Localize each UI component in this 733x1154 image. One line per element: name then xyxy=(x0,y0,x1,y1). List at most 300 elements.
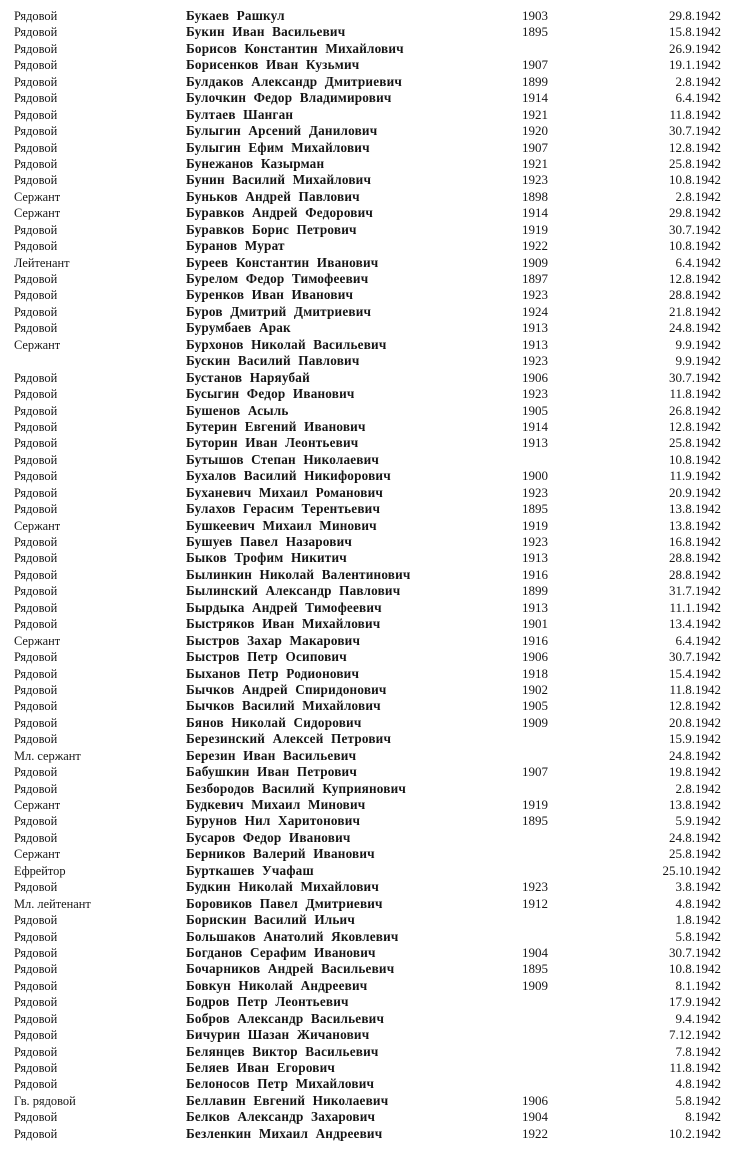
list-row xyxy=(0,320,733,336)
rank-cell: Рядовой xyxy=(14,1011,58,1026)
date-cell: 26.8.1942 xyxy=(669,402,721,418)
birth-year-cell: 1901 xyxy=(522,616,548,632)
date-cell: 30.7.1942 xyxy=(669,369,721,385)
birth-year-cell: 1905 xyxy=(522,402,548,418)
name-cell: Бушенов Асыль xyxy=(186,402,289,418)
date-cell: 28.8.1942 xyxy=(669,566,721,582)
birth-year-cell: 1895 xyxy=(522,501,548,517)
name-cell: Бустанов Наряубай xyxy=(186,369,310,385)
date-cell: 11.1.1942 xyxy=(669,599,721,615)
name-cell: Буров Дмитрий Дмитриевич xyxy=(186,303,372,319)
name-cell: Бунин Василий Михайлович xyxy=(186,172,372,188)
name-cell: Борискин Василий Ильич xyxy=(186,912,355,928)
name-cell: Булдаков Александр Дмитриевич xyxy=(186,73,403,89)
birth-year-cell: 1909 xyxy=(522,714,548,730)
name-cell: Бушуев Павел Назарович xyxy=(186,534,352,549)
birth-year-cell: 1920 xyxy=(522,123,548,139)
rank-cell: Рядовой xyxy=(14,502,58,517)
date-cell: 16.8.1942 xyxy=(669,534,721,549)
name-cell: Буравков Андрей Федорович xyxy=(186,205,374,221)
date-cell: 11.8.1942 xyxy=(669,386,721,402)
list-row xyxy=(0,140,733,156)
rank-cell: Рядовой xyxy=(14,74,58,89)
date-cell: 5.9.1942 xyxy=(675,813,721,829)
rank-cell: Рядовой xyxy=(14,814,58,829)
name-cell: Быстряков Иван Михайлович xyxy=(186,616,381,632)
birth-year-cell: 1913 xyxy=(522,599,548,615)
birth-year-cell: 1907 xyxy=(522,764,548,780)
rank-cell: Рядовой xyxy=(14,124,58,139)
date-cell: 7.12.1942 xyxy=(669,1027,721,1043)
rank-cell: Рядовой xyxy=(14,370,58,385)
list-row xyxy=(0,781,733,797)
list-row xyxy=(0,764,733,780)
rank-cell: Рядовой xyxy=(14,25,58,40)
name-cell: Берников Валерий Иванович xyxy=(186,846,375,862)
list-row xyxy=(0,205,733,221)
birth-year-cell: 1913 xyxy=(522,435,548,451)
list-row xyxy=(0,41,733,57)
birth-year-cell: 1900 xyxy=(522,468,548,484)
rank-cell: Рядовой xyxy=(14,1126,58,1141)
rank-cell: Рядовой xyxy=(14,469,58,484)
list-row xyxy=(0,287,733,303)
date-cell: 15.8.1942 xyxy=(669,24,721,40)
rank-cell: Рядовой xyxy=(14,485,58,500)
date-cell: 20.8.1942 xyxy=(669,714,721,730)
list-row xyxy=(0,616,733,632)
rank-cell: Рядовой xyxy=(14,288,58,303)
date-cell: 25.8.1942 xyxy=(669,846,721,862)
list-row xyxy=(0,1044,733,1060)
name-cell: Бутышов Степан Николаевич xyxy=(186,451,380,467)
date-cell: 11.9.1942 xyxy=(669,468,721,484)
rank-cell: Рядовой xyxy=(14,58,58,73)
name-cell: Бырдыка Андрей Тимофеевич xyxy=(186,599,382,615)
name-cell: Борисенков Иван Кузьмич xyxy=(186,57,360,73)
name-cell: Бултаев Шанган xyxy=(186,106,294,122)
date-cell: 12.8.1942 xyxy=(669,698,721,714)
birth-year-cell: 1914 xyxy=(522,205,548,221)
birth-year-cell: 1923 xyxy=(522,879,548,895)
list-row xyxy=(0,57,733,73)
rank-cell: Рядовой xyxy=(14,929,58,944)
list-row xyxy=(0,386,733,402)
list-row xyxy=(0,879,733,895)
list-row xyxy=(0,698,733,714)
date-cell: 10.8.1942 xyxy=(669,238,721,254)
date-cell: 15.4.1942 xyxy=(669,665,721,681)
rank-cell: Рядовой xyxy=(14,995,58,1010)
list-row xyxy=(0,649,733,665)
list-row xyxy=(0,74,733,90)
rank-cell: Рядовой xyxy=(14,600,58,615)
date-cell: 2.8.1942 xyxy=(675,188,721,204)
rank-cell: Сержант xyxy=(14,206,61,221)
list-row xyxy=(0,24,733,40)
name-cell: Будкин Николай Михайлович xyxy=(186,879,379,895)
birth-year-cell: 1898 xyxy=(522,188,548,204)
list-row xyxy=(0,238,733,254)
rank-cell: Рядовой xyxy=(14,1028,58,1043)
list-row xyxy=(0,583,733,599)
date-cell: 28.8.1942 xyxy=(669,550,721,566)
birth-year-cell: 1905 xyxy=(522,698,548,714)
name-cell: Бодров Петр Леонтьевич xyxy=(186,994,349,1010)
date-cell: 21.8.1942 xyxy=(669,303,721,319)
date-cell: 11.8.1942 xyxy=(669,681,721,697)
list-row xyxy=(0,534,733,550)
list-row xyxy=(0,8,733,24)
birth-year-cell: 1914 xyxy=(522,418,548,434)
list-row xyxy=(0,896,733,912)
name-cell: Быков Трофим Никитич xyxy=(186,550,347,566)
date-cell: 13.8.1942 xyxy=(669,517,721,533)
date-cell: 25.8.1942 xyxy=(669,435,721,451)
list-row xyxy=(0,435,733,451)
date-cell: 11.8.1942 xyxy=(669,1060,721,1075)
rank-cell: Рядовой xyxy=(14,978,58,993)
name-cell: Боровиков Павел Дмитриевич xyxy=(186,895,383,911)
birth-year-cell: 1914 xyxy=(522,90,548,106)
list-row xyxy=(0,929,733,945)
birth-year-cell: 1923 xyxy=(522,172,548,188)
name-cell: Белянцев Виктор Васильевич xyxy=(186,1043,379,1059)
rank-cell: Лейтенант xyxy=(14,255,70,270)
name-cell: Бичурин Шазан Жичанович xyxy=(186,1027,370,1043)
date-cell: 13.4.1942 xyxy=(669,616,721,632)
date-cell: 29.8.1942 xyxy=(669,8,721,23)
list-row xyxy=(0,172,733,188)
date-cell: 10.8.1942 xyxy=(669,451,721,467)
date-cell: 2.8.1942 xyxy=(675,780,721,796)
rank-cell: Рядовой xyxy=(14,1061,58,1075)
rank-cell: Рядовой xyxy=(14,91,58,106)
rank-cell: Рядовой xyxy=(14,419,58,434)
name-cell: Былинский Александр Павлович xyxy=(186,583,401,599)
rank-cell: Рядовой xyxy=(14,452,58,467)
list-row xyxy=(0,715,733,731)
birth-year-cell: 1919 xyxy=(522,221,548,237)
rank-cell: Ефрейтор xyxy=(14,863,66,878)
rank-cell: Рядовой xyxy=(14,239,58,254)
date-cell: 8.1942 xyxy=(685,1109,721,1125)
birth-year-cell: 1904 xyxy=(522,1109,548,1125)
rank-cell: Рядовой xyxy=(14,222,58,237)
date-cell: 24.8.1942 xyxy=(669,829,721,845)
date-cell: 9.4.1942 xyxy=(675,1010,721,1026)
rank-cell: Рядовой xyxy=(14,715,58,730)
rank-cell: Сержант xyxy=(14,189,61,204)
list-row xyxy=(0,600,733,616)
name-cell: Березин Иван Васильевич xyxy=(186,747,357,763)
name-cell: Беляев Иван Егорович xyxy=(186,1060,336,1075)
date-cell: 13.8.1942 xyxy=(669,501,721,517)
list-row xyxy=(0,748,733,764)
name-cell: Бурхонов Николай Васильевич xyxy=(186,336,387,352)
date-cell: 30.7.1942 xyxy=(669,649,721,665)
rank-cell: Рядовой xyxy=(14,140,58,155)
name-cell: Бянов Николай Сидорович xyxy=(186,714,362,730)
list-row xyxy=(0,994,733,1010)
date-cell: 13.8.1942 xyxy=(669,797,721,812)
list-row xyxy=(0,1093,733,1109)
list-row xyxy=(0,452,733,468)
name-cell: Бунежанов Казырман xyxy=(186,155,325,171)
name-cell: Быханов Петр Родионович xyxy=(186,665,360,681)
date-cell: 12.8.1942 xyxy=(669,271,721,286)
name-cell: Бутерин Евгений Иванович xyxy=(186,418,366,434)
rank-cell: Рядовой xyxy=(14,765,58,780)
date-cell: 31.7.1942 xyxy=(669,583,721,599)
date-cell: 12.8.1942 xyxy=(669,418,721,434)
list-row xyxy=(0,1027,733,1043)
rank-cell: Рядовой xyxy=(14,321,58,336)
list-row xyxy=(0,863,733,879)
rank-cell: Мл. сержант xyxy=(14,748,81,763)
list-row xyxy=(0,830,733,846)
rank-cell: Рядовой xyxy=(14,304,58,319)
date-cell: 3.8.1942 xyxy=(675,879,721,895)
name-cell: Буханевич Михаил Романович xyxy=(186,484,384,500)
rank-cell: Рядовой xyxy=(14,173,58,188)
rank-cell: Рядовой xyxy=(14,682,58,697)
name-cell: Бочарников Андрей Васильевич xyxy=(186,961,395,977)
birth-year-cell: 1923 xyxy=(522,287,548,303)
name-cell: Бабушкин Иван Петрович xyxy=(186,764,357,780)
date-cell: 9.9.1942 xyxy=(675,353,721,369)
list-row xyxy=(0,1011,733,1027)
list-row xyxy=(0,1076,733,1092)
birth-year-cell: 1899 xyxy=(522,583,548,599)
name-cell: Бурелом Федор Тимофеевич xyxy=(186,271,369,286)
list-row xyxy=(0,353,733,369)
birth-year-cell: 1909 xyxy=(522,977,548,993)
rank-cell: Рядовой xyxy=(14,107,58,122)
rank-cell: Рядовой xyxy=(14,551,58,566)
name-cell: Буранов Мурат xyxy=(186,238,285,254)
date-cell: 30.7.1942 xyxy=(669,221,721,237)
birth-year-cell: 1913 xyxy=(522,550,548,566)
birth-year-cell: 1916 xyxy=(522,566,548,582)
rank-cell: Гв. рядовой xyxy=(14,1093,76,1108)
birth-year-cell: 1916 xyxy=(522,632,548,648)
rank-cell: Рядовой xyxy=(14,436,58,451)
name-cell: Буравков Борис Петрович xyxy=(186,221,357,237)
birth-year-cell: 1924 xyxy=(522,303,548,319)
name-cell: Бычков Андрей Спиридонович xyxy=(186,681,387,697)
date-cell: 19.8.1942 xyxy=(669,764,721,780)
name-cell: Бусыгин Федор Иванович xyxy=(186,386,355,402)
rank-cell: Рядовой xyxy=(14,9,58,23)
list-row xyxy=(0,666,733,682)
list-row xyxy=(0,271,733,287)
date-cell: 20.9.1942 xyxy=(669,484,721,500)
date-cell: 10.8.1942 xyxy=(669,961,721,977)
name-cell: Буреев Константин Иванович xyxy=(186,254,379,270)
date-cell: 28.8.1942 xyxy=(669,287,721,303)
rank-cell: Рядовой xyxy=(14,913,58,928)
list-row xyxy=(0,731,733,747)
rank-cell: Сержант xyxy=(14,337,61,352)
rank-cell: Рядовой xyxy=(14,962,58,977)
name-cell: Буньков Андрей Павлович xyxy=(186,188,360,204)
list-row xyxy=(0,370,733,386)
name-cell: Бурумбаев Арак xyxy=(186,320,291,336)
birth-year-cell: 1913 xyxy=(522,320,548,336)
birth-year-cell: 1897 xyxy=(522,271,548,286)
birth-year-cell: 1899 xyxy=(522,73,548,89)
rank-cell: Рядовой xyxy=(14,584,58,599)
birth-year-cell: 1918 xyxy=(522,665,548,681)
birth-year-cell: 1919 xyxy=(522,517,548,533)
birth-year-cell: 1922 xyxy=(522,1125,548,1141)
list-row xyxy=(0,1126,733,1142)
birth-year-cell: 1902 xyxy=(522,681,548,697)
list-row xyxy=(0,485,733,501)
list-row xyxy=(0,961,733,977)
rank-cell: Рядовой xyxy=(14,567,58,582)
date-cell: 30.7.1942 xyxy=(669,123,721,139)
rank-cell: Рядовой xyxy=(14,880,58,895)
casualty-list xyxy=(0,8,733,1142)
date-cell: 11.8.1942 xyxy=(669,106,721,122)
date-cell: 19.1.1942 xyxy=(669,57,721,73)
date-cell: 6.4.1942 xyxy=(675,632,721,648)
name-cell: Бусаров Федор Иванович xyxy=(186,829,351,845)
list-row xyxy=(0,501,733,517)
rank-cell: Сержант xyxy=(14,847,61,862)
list-row xyxy=(0,123,733,139)
name-cell: Бурунов Нил Харитонович xyxy=(186,813,361,829)
name-cell: Булахов Герасим Терентьевич xyxy=(186,501,381,517)
rank-cell: Рядовой xyxy=(14,1077,58,1092)
rank-cell: Рядовой xyxy=(14,699,58,714)
birth-year-cell: 1921 xyxy=(522,155,548,171)
name-cell: Беллавин Евгений Николаевич xyxy=(186,1092,389,1108)
list-row xyxy=(0,107,733,123)
list-row xyxy=(0,567,733,583)
name-cell: Букин Иван Васильевич xyxy=(186,24,346,40)
birth-year-cell: 1922 xyxy=(522,238,548,254)
rank-cell: Рядовой xyxy=(14,617,58,632)
name-cell: Безленкин Михаил Андреевич xyxy=(186,1125,383,1141)
list-row xyxy=(0,797,733,813)
name-cell: Березинский Алексей Петрович xyxy=(186,731,392,747)
name-cell: Быстров Захар Макарович xyxy=(186,632,361,648)
rank-cell: Рядовой xyxy=(14,830,58,845)
birth-year-cell: 1923 xyxy=(522,353,548,369)
list-row xyxy=(0,1060,733,1076)
date-cell: 5.8.1942 xyxy=(675,1092,721,1108)
name-cell: Бычков Василий Михайлович xyxy=(186,698,381,714)
date-cell: 10.2.1942 xyxy=(669,1125,721,1141)
date-cell: 6.4.1942 xyxy=(675,254,721,270)
name-cell: Белоносов Петр Михайлович xyxy=(186,1076,375,1092)
date-cell: 5.8.1942 xyxy=(675,928,721,944)
date-cell: 26.9.1942 xyxy=(669,40,721,56)
name-cell: Бовкун Николай Андреевич xyxy=(186,977,368,993)
rank-cell: Мл. лейтенант xyxy=(14,896,91,911)
birth-year-cell: 1906 xyxy=(522,369,548,385)
birth-year-cell: 1923 xyxy=(522,386,548,402)
birth-year-cell: 1907 xyxy=(522,57,548,73)
name-cell: Богданов Серафим Иванович xyxy=(186,944,376,960)
list-row xyxy=(0,419,733,435)
list-row xyxy=(0,550,733,566)
birth-year-cell: 1906 xyxy=(522,649,548,665)
name-cell: Буренков Иван Иванович xyxy=(186,287,354,303)
name-cell: Булыгин Ефим Михайлович xyxy=(186,139,370,155)
list-row xyxy=(0,189,733,205)
name-cell: Букаев Рашкул xyxy=(186,8,285,23)
name-cell: Бобров Александр Васильевич xyxy=(186,1010,385,1026)
date-cell: 29.8.1942 xyxy=(669,205,721,221)
rank-cell: Рядовой xyxy=(14,666,58,681)
name-cell: Быстров Петр Осипович xyxy=(186,649,347,665)
birth-year-cell: 1895 xyxy=(522,24,548,40)
date-cell: 24.8.1942 xyxy=(669,747,721,763)
list-row xyxy=(0,403,733,419)
list-row xyxy=(0,945,733,961)
list-row xyxy=(0,1109,733,1125)
birth-year-cell: 1919 xyxy=(522,797,548,812)
date-cell: 8.1.1942 xyxy=(675,977,721,993)
date-cell: 30.7.1942 xyxy=(669,944,721,960)
birth-year-cell: 1906 xyxy=(522,1092,548,1108)
birth-year-cell: 1923 xyxy=(522,534,548,549)
birth-year-cell: 1909 xyxy=(522,254,548,270)
date-cell: 1.8.1942 xyxy=(675,912,721,928)
birth-year-cell: 1904 xyxy=(522,944,548,960)
date-cell: 4.8.1942 xyxy=(675,895,721,911)
rank-cell: Рядовой xyxy=(14,156,58,171)
birth-year-cell: 1913 xyxy=(522,336,548,352)
rank-cell: Рядовой xyxy=(14,732,58,747)
date-cell: 2.8.1942 xyxy=(675,73,721,89)
date-cell: 17.9.1942 xyxy=(669,994,721,1010)
list-row xyxy=(0,337,733,353)
list-row xyxy=(0,978,733,994)
rank-cell: Сержант xyxy=(14,633,61,648)
name-cell: Булыгин Арсений Данилович xyxy=(186,123,378,139)
rank-cell: Рядовой xyxy=(14,387,58,402)
name-cell: Белков Александр Захарович xyxy=(186,1109,376,1125)
list-row xyxy=(0,255,733,271)
name-cell: Былинкин Николай Валентинович xyxy=(186,566,411,582)
name-cell: Бухалов Василий Никифорович xyxy=(186,468,391,484)
rank-cell: Рядовой xyxy=(14,272,58,286)
rank-cell: Рядовой xyxy=(14,1044,58,1059)
date-cell: 12.8.1942 xyxy=(669,139,721,155)
list-row xyxy=(0,304,733,320)
rank-cell: Сержант xyxy=(14,518,61,533)
name-cell: Будкевич Михаил Минович xyxy=(186,797,366,812)
list-row xyxy=(0,846,733,862)
name-cell: Булочкин Федор Владимирович xyxy=(186,90,392,106)
rank-cell: Рядовой xyxy=(14,403,58,418)
date-cell: 6.4.1942 xyxy=(675,90,721,106)
list-row xyxy=(0,222,733,238)
birth-year-cell: 1912 xyxy=(522,895,548,911)
birth-year-cell: 1895 xyxy=(522,961,548,977)
rank-cell: Рядовой xyxy=(14,535,58,549)
name-cell: Буторин Иван Леонтьевич xyxy=(186,435,359,451)
name-cell: Бушкеевич Михаил Минович xyxy=(186,517,377,533)
rank-cell: Рядовой xyxy=(14,650,58,665)
list-row xyxy=(0,682,733,698)
birth-year-cell: 1895 xyxy=(522,813,548,829)
